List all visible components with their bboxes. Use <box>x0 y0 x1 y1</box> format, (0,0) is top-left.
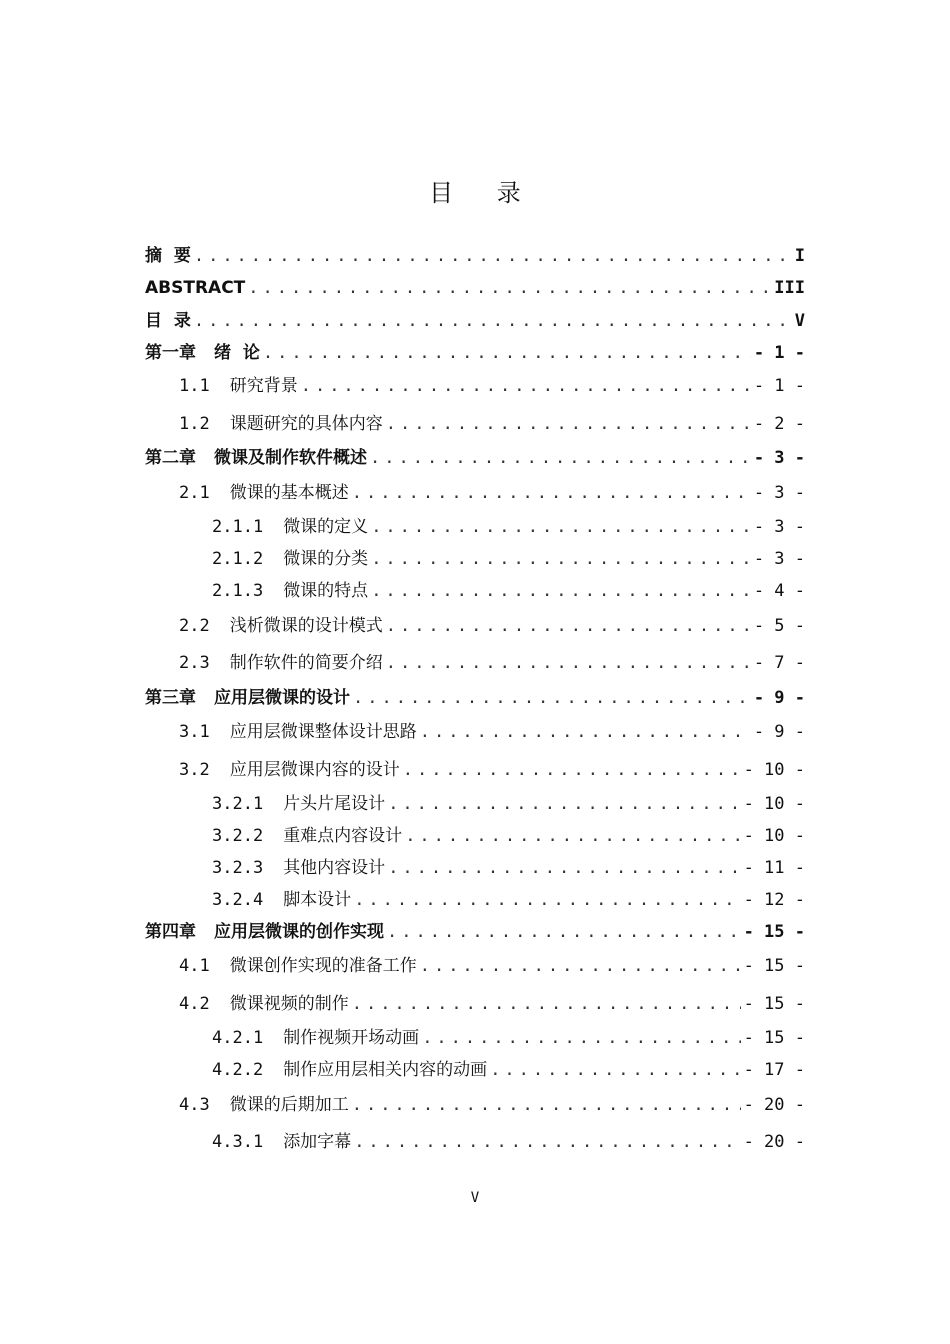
toc-entry-number: 3.2 <box>179 760 210 780</box>
toc-leader-dots <box>388 857 740 879</box>
toc-entry[interactable] <box>212 793 805 815</box>
toc-entry-number: 4.3.1 <box>212 1132 264 1152</box>
toc-entry[interactable] <box>179 615 805 637</box>
toc-entry-page: - 20 - <box>743 1095 805 1115</box>
toc-entry-page: - 9 - <box>753 722 805 742</box>
toc-entry[interactable] <box>212 1131 805 1153</box>
toc-leader-dots <box>352 482 751 504</box>
toc-entry-title: 应用层微课内容的设计 <box>229 760 400 780</box>
toc-leader-dots <box>352 993 741 1015</box>
toc-entry[interactable] <box>179 955 805 977</box>
toc-entry-title: 课题研究的具体内容 <box>229 414 383 434</box>
toc-entry-number: 3.2.4 <box>212 890 264 910</box>
toc-leader-dots <box>420 955 741 977</box>
toc-entry[interactable] <box>212 548 805 570</box>
toc-entry-title: 制作视频开场动画 <box>283 1028 420 1048</box>
toc-entry-page: - 3 - <box>753 448 805 468</box>
toc-leader-dots <box>388 793 740 815</box>
toc-leader-dots <box>422 1027 740 1049</box>
toc-entry-title: 摘 要 <box>145 246 191 266</box>
toc-entry-number: 4.2 <box>179 994 210 1014</box>
toc-entry-page: V <box>794 311 805 331</box>
toc-entry-number: 3.2.1 <box>212 794 264 814</box>
toc-entry-title: 微课创作实现的准备工作 <box>229 956 417 976</box>
toc-entry[interactable] <box>179 1094 805 1116</box>
toc-entry-number: 4.1 <box>179 956 210 976</box>
toc-entry-title: 脚本设计 <box>283 890 352 910</box>
toc-entry-page: - 11 - <box>743 858 805 878</box>
toc-entry[interactable] <box>212 1027 805 1049</box>
toc-leader-dots <box>352 1094 741 1116</box>
toc-leader-dots <box>263 342 751 364</box>
toc-entry-title: ABSTRACT <box>145 278 246 298</box>
toc-entry[interactable] <box>179 993 805 1015</box>
toc-entry-page: - 17 - <box>743 1060 805 1080</box>
toc-entry-title: 微课的特点 <box>283 581 369 601</box>
toc-entry[interactable] <box>145 921 805 943</box>
toc-entry[interactable] <box>145 245 805 267</box>
toc-leader-dots <box>386 652 751 674</box>
toc-entry-number: 1.2 <box>179 414 210 434</box>
toc-entry[interactable] <box>145 687 805 709</box>
page-number-footer: V <box>470 1190 480 1206</box>
toc-leader-dots <box>387 921 741 943</box>
toc-leader-dots <box>371 516 751 538</box>
toc-entry-title: 应用层微课整体设计思路 <box>229 722 417 742</box>
toc-entry-number: 第二章 <box>145 448 196 468</box>
toc-entry-page: - 15 - <box>743 922 805 942</box>
toc-leader-dots <box>386 615 751 637</box>
toc-entry-page: I <box>794 246 805 266</box>
toc-leader-dots <box>354 889 740 911</box>
toc-entry-page: - 12 - <box>743 890 805 910</box>
toc-entry-title: 微课的分类 <box>283 549 369 569</box>
toc-entry-title: 微课的基本概述 <box>229 483 349 503</box>
toc-entry-page: - 9 - <box>753 688 805 708</box>
toc-leader-dots <box>194 245 792 267</box>
toc-entry[interactable] <box>212 580 805 602</box>
toc-leader-dots <box>370 447 751 469</box>
toc-leader-dots <box>248 277 771 299</box>
toc-entry-page: - 5 - <box>753 616 805 636</box>
toc-leader-dots <box>420 721 751 743</box>
toc-entry-title: 微课的后期加工 <box>229 1095 349 1115</box>
toc-title: 目 录 <box>429 179 539 207</box>
toc-entry-page: - 10 - <box>743 826 805 846</box>
toc-entry[interactable] <box>145 310 805 332</box>
toc-entry[interactable] <box>179 759 805 781</box>
toc-entry[interactable] <box>145 342 805 364</box>
toc-entry[interactable] <box>212 825 805 847</box>
toc-entry-title: 研究背景 <box>229 376 298 396</box>
toc-entry-number: 第四章 <box>145 922 196 942</box>
toc-entry-number: 4.2.2 <box>212 1060 264 1080</box>
toc-entry-number: 2.1.1 <box>212 517 264 537</box>
toc-entry-title: 重难点内容设计 <box>283 826 403 846</box>
toc-entry[interactable] <box>145 277 805 299</box>
toc-leader-dots <box>354 1131 740 1153</box>
toc-entry-page: - 3 - <box>753 517 805 537</box>
toc-leader-dots <box>403 759 741 781</box>
toc-entry-page: - 10 - <box>743 760 805 780</box>
toc-entry-page: III <box>774 278 805 298</box>
toc-leader-dots <box>301 375 751 397</box>
toc-entry[interactable] <box>179 721 805 743</box>
toc-entry[interactable] <box>212 857 805 879</box>
toc-entry-title: 浅析微课的设计模式 <box>229 616 383 636</box>
toc-entry-page: - 7 - <box>753 653 805 673</box>
toc-entry-page: - 15 - <box>743 994 805 1014</box>
toc-entry[interactable] <box>179 375 805 397</box>
toc-entry[interactable] <box>179 482 805 504</box>
toc-entry-page: - 3 - <box>753 549 805 569</box>
toc-entry-title: 应用层微课的创作实现 <box>214 922 384 942</box>
toc-entry[interactable] <box>212 889 805 911</box>
toc-entry-title: 片头片尾设计 <box>283 794 386 814</box>
toc-leader-dots <box>386 413 751 435</box>
toc-entry-number: 2.3 <box>179 653 210 673</box>
toc-entry-page: - 4 - <box>753 581 805 601</box>
toc-leader-dots <box>405 825 740 847</box>
toc-entry-title: 绪 论 <box>214 343 260 363</box>
toc-entry-number: 3.1 <box>179 722 210 742</box>
toc-entry-number: 第三章 <box>145 688 196 708</box>
toc-entry[interactable] <box>179 652 805 674</box>
toc-entry-number: 3.2.3 <box>212 858 264 878</box>
toc-entry-title: 微课的定义 <box>283 517 369 537</box>
toc-entry-title: 应用层微课的设计 <box>214 688 350 708</box>
toc-entry-title: 制作应用层相关内容的动画 <box>283 1060 488 1080</box>
toc-entry-page: - 3 - <box>753 483 805 503</box>
toc-leader-dots <box>490 1059 740 1081</box>
toc-entry[interactable] <box>212 516 805 538</box>
toc-entry-page: - 1 - <box>753 343 805 363</box>
toc-entry-page: - 1 - <box>753 376 805 396</box>
toc-leader-dots <box>371 580 751 602</box>
toc-entry-title: 微课及制作软件概述 <box>214 448 367 468</box>
toc-leader-dots <box>353 687 751 709</box>
toc-entry-page: - 15 - <box>743 1028 805 1048</box>
toc-entry-title: 制作软件的简要介绍 <box>229 653 383 673</box>
toc-entry-number: 1.1 <box>179 376 210 396</box>
toc-entry-number: 4.3 <box>179 1095 210 1115</box>
toc-entry-title: 其他内容设计 <box>283 858 386 878</box>
toc-entry-title: 添加字幕 <box>283 1132 352 1152</box>
toc-entry-number: 第一章 <box>145 343 196 363</box>
toc-entry-title: 目 录 <box>145 311 191 331</box>
toc-entry[interactable] <box>179 413 805 435</box>
toc-entry-page: - 15 - <box>743 956 805 976</box>
toc-leader-dots <box>194 310 792 332</box>
toc-entry-number: 2.1 <box>179 483 210 503</box>
toc-entry-number: 4.2.1 <box>212 1028 264 1048</box>
toc-entry-page: - 2 - <box>753 414 805 434</box>
toc-leader-dots <box>371 548 751 570</box>
toc-entry[interactable] <box>145 447 805 469</box>
toc-entry-page: - 10 - <box>743 794 805 814</box>
toc-entry-number: 3.2.2 <box>212 826 264 846</box>
toc-entry-page: - 20 - <box>743 1132 805 1152</box>
toc-entry-title: 微课视频的制作 <box>229 994 349 1014</box>
toc-entry-number: 2.2 <box>179 616 210 636</box>
toc-entry[interactable] <box>212 1059 805 1081</box>
toc-entry-number: 2.1.2 <box>212 549 264 569</box>
toc-entry-number: 2.1.3 <box>212 581 264 601</box>
